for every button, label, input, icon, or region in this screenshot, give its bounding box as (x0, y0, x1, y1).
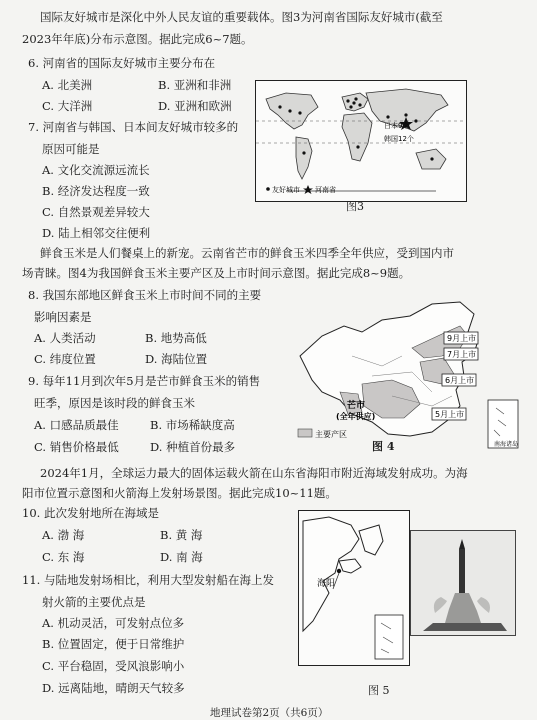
location-map-drawing (299, 511, 409, 665)
q7-option-a: A. 文化交流源远流长 (42, 163, 150, 177)
q8-option-d: D. 海陆位置 (145, 352, 208, 366)
q8-option-c: C. 纬度位置 (34, 352, 96, 366)
q8-option-b: B. 地势高低 (145, 331, 207, 345)
q9-option-a: A. 口感品质最佳 (34, 418, 119, 432)
q10-option-a: A. 渤 海 (42, 528, 85, 542)
passage3-line2: 阳市位置示意图和火箭海上发射场景图。据此完成10~11题。 (22, 486, 337, 500)
legend-city-label: 友好城市 (272, 186, 300, 194)
q6-option-a: A. 北美洲 (42, 78, 93, 92)
launch-ship (423, 623, 507, 631)
korea-label: 韩国12个 (384, 135, 414, 143)
legend-swatch (298, 429, 312, 437)
haiyang-label: 海阳 (317, 579, 336, 589)
q7-stem-line1: 7. 河南省与韩国、日本间友好城市较多的 (28, 120, 239, 134)
q7-option-d: D. 陆上相邻交往便利 (42, 226, 151, 240)
q9-option-d: D. 种植首份最多 (150, 440, 236, 454)
legend-city-dot (266, 187, 270, 191)
passage1-line2: 2023年年底)分布示意图。据此完成6~7题。 (22, 32, 253, 46)
label-jul: 7月上市 (447, 350, 477, 359)
page-footer: 地理试卷第2页（共6页） (210, 707, 329, 719)
figure5-location-map (298, 510, 410, 666)
q10-stem: 10. 此次发射地所在海域是 (22, 506, 159, 520)
q11-option-d: D. 远离陆地，晴朗天气较多 (42, 681, 185, 695)
figure5-caption: 图 5 (368, 684, 390, 697)
figure4-china-map (292, 296, 522, 456)
japan-label: 日本9个 (384, 122, 410, 130)
fig5-inset (375, 615, 403, 659)
q9-option-c: C. 销售价格最低 (34, 440, 119, 454)
inset-label: 南海诸岛 (494, 441, 519, 448)
passage2-line2: 场青睐。图4为我国鲜食玉米主要产区及上市时间示意图。据此完成8~9题。 (22, 266, 411, 280)
passage3-line1: 2024年1月，全球运力最大的固体运载火箭在山东省海阳市附近海域发射成功。为海 (40, 466, 468, 480)
q7-option-c: C. 自然景观差异较大 (42, 205, 150, 219)
rocket-body (459, 549, 465, 593)
mangshi-label: 芒市 (347, 401, 366, 411)
q8-stem-line2: 影响因素是 (34, 310, 92, 324)
q9-stem-line2: 旺季，原因是该时段的鲜食玉米 (34, 396, 195, 410)
legend-label: 主要产区 (315, 430, 347, 439)
figure4-caption: 图 4 (372, 440, 395, 453)
q11-stem-line1: 11. 与陆地发射场相比，利用大型发射船在海上发 (22, 573, 274, 587)
q10-option-d: D. 南 海 (160, 550, 203, 564)
q6-stem: 6. 河南省的国际友好城市主要分布在 (28, 56, 216, 70)
world-map-drawing (256, 81, 466, 201)
legend-province-star (303, 185, 313, 194)
q6-option-b: B. 亚洲和非洲 (158, 78, 232, 92)
label-may: 5月上市 (435, 410, 465, 419)
china-map-drawing (292, 296, 522, 456)
rocket-launch-photo (410, 530, 516, 636)
label-sep: 9月上市 (447, 334, 477, 343)
q8-option-a: A. 人类活动 (34, 331, 96, 345)
mangshi-sub-label: (全年供应) (336, 412, 376, 421)
figure3-world-map (255, 80, 467, 202)
figure3-caption: 图3 (346, 200, 364, 213)
q6-option-d: D. 亚洲和欧洲 (158, 99, 232, 113)
q8-stem-line1: 8. 我国东部地区鲜食玉米上市时间不同的主要 (28, 288, 262, 302)
q7-stem-line2: 原因可能是 (42, 142, 100, 156)
legend-province-label: 河南省 (315, 186, 336, 194)
rocket-photo-drawing (411, 531, 515, 635)
q7-option-b: B. 经济发达程度一致 (42, 184, 150, 198)
passage2-line1: 鲜食玉米是人们餐桌上的新宠。云南省芒市的鲜食玉米四季全年供应，受到国内市 (40, 246, 454, 260)
passage1-line1: 国际友好城市是深化中外人民友谊的重要载体。图3为河南省国际友好城市(截至 (40, 10, 443, 24)
label-jun: 6月上市 (445, 376, 475, 385)
q10-option-b: B. 黄 海 (160, 528, 203, 542)
q6-option-c: C. 大洋洲 (42, 99, 93, 113)
q10-option-c: C. 东 海 (42, 550, 85, 564)
q11-stem-line2: 射火箭的主要优点是 (42, 595, 146, 609)
q11-option-c: C. 平台稳固，受风浪影响小 (42, 659, 185, 673)
q11-option-b: B. 位置固定，便于日常维护 (42, 637, 185, 651)
q9-option-b: B. 市场稀缺度高 (150, 418, 235, 432)
haiyang-dot (337, 569, 341, 573)
q9-stem-line1: 9. 每年11月到次年5月是芒市鲜食玉米的销售 (28, 374, 261, 388)
q11-option-a: A. 机动灵活，可发射点位多 (42, 616, 185, 630)
